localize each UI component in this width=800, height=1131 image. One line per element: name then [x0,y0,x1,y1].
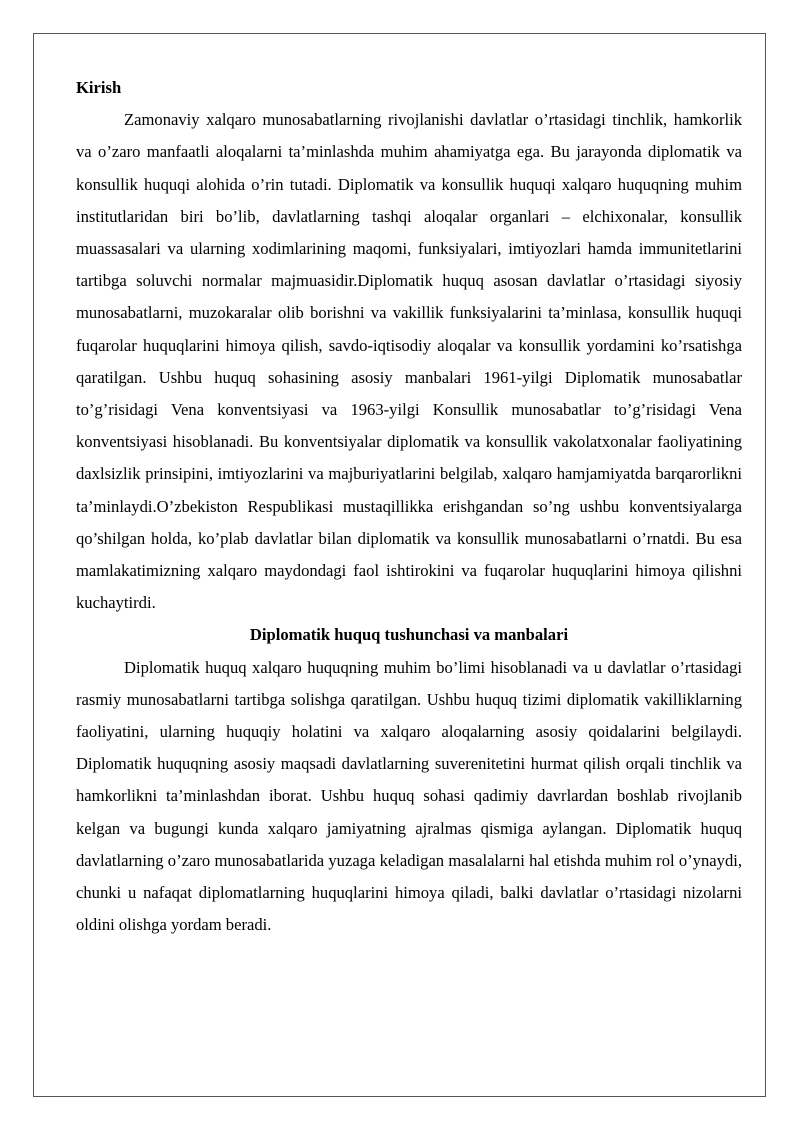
intro-paragraph: Zamonaviy xalqaro munosabatlarning rivojlanishi davlatlar o’rtasidagi tinchlik, hamkorlik va o’zaro manfaatli aloqalarni ta’minlashda muhim ahamiyatga ega. Bu jarayonda diplomatik va konsullik huquqi alohida o’rin tutadi. Diplomatik va konsullik huquqi xalqaro huquqning muhim institutlaridan biri bo’lib, davlatlarning tashqi aloqalar organlari – elchixonalar, konsullik muassasalari va ularning xodimlarining maqomi, funksiyalari, imtiyozlari hamda immunitetlarini tartibga soluvchi normalar majmuasidir.Diplomatik huquq asosan davlatlar o’rtasidagi siyosiy munosabatlarni, muzokaralar olib borishni va vakillik funksiyalarini ta’minlasa, konsullik huquqi fuqarolar huquqlarini himoya qilish, savdo-iqtisodiy aloqalar va konsullik yordamini ko’rsatishga qaratilgan. Ushbu huquq sohasining asosiy manbalari 1961-yilgi Diplomatik munosabatlar to’g’risidagi Vena konventsiyasi va 1963-yilgi Konsullik munosabatlar to’g’risidagi Vena konventsiyasi hisoblanadi. Bu konventsiyalar diplomatik va konsullik vakolatxonalar faoliyatining daxlsizlik prinsipini, imtiyozlarini va majburiyatlarini belgilab, xalqaro hamjamiyatda barqarorlikni ta’minlaydi.O’zbekiston Respublikasi mustaqillikka erishgandan so’ng ushbu konventsiyalarga qo’shilgan holda, ko’plab davlatlar bilan diplomatik va konsullik munosabatlarni o’rnatdi. Bu esa mamlakatimizning xalqaro maydondagi faol ishtirokini va fuqarolar huquqlarini himoya qilishni kuchaytirdi. [76,110,742,613]
document-body [76,72,742,941]
section-heading: Diplomatik huquq tushunchasi va manbalari [249,625,569,645]
intro-heading: Kirish [76,78,122,97]
section-paragraph: Diplomatik huquq xalqaro huquqning muhim bo’limi hisoblanadi va u davlatlar o’rtasidagi rasmiy munosabatlarni tartibga solishga qaratilgan. Ushbu huquq tizimi diplomatik vakilliklarning faoliyatini, ularning huquqiy holatini va xalqaro aloqalarning asosiy qoidalarini belgilaydi. Diplomatik huquqning asosiy maqsadi davlatlarning suverenitetini hurmat qilish orqali tinchlik va hamkorlikni ta’minlashdan iborat. Ushbu huquq sohasi qadimiy davrlardan boshlab rivojlanib kelgan va bugungi kunda xalqaro jamiyatning ajralmas qismiga aylangan. Diplomatik huquq davlatlarning o’zaro munosabatlarida yuzaga keladigan masalalarni hal etishda muhim rol o’ynaydi, chunki u nafaqat diplomatlarning huquqlarini himoya qiladi, balki davlatlar o’rtasidagi nizolarni oldini olishga yordam beradi. [76,657,742,935]
